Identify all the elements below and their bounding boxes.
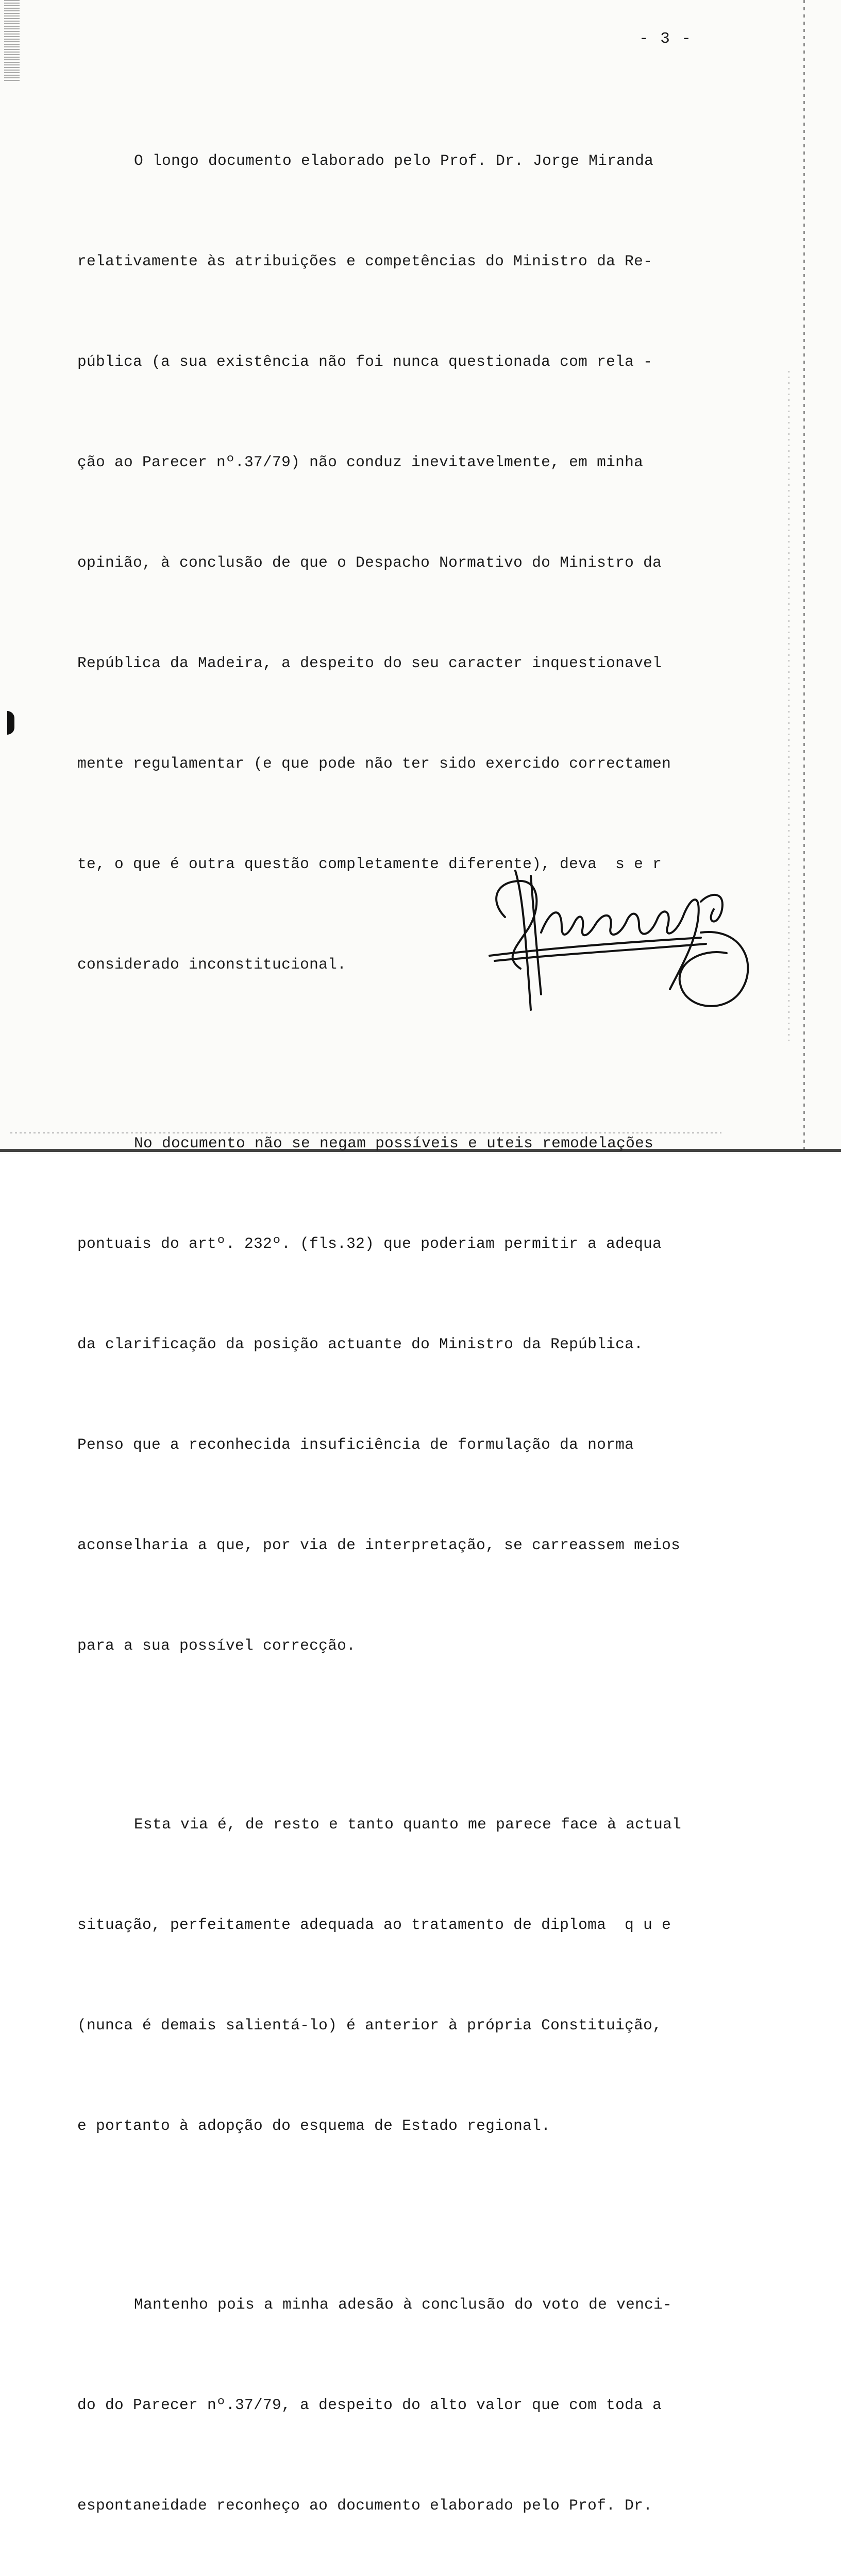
page-number: - 3 - [639,30,693,48]
paragraph-2 [77,1060,727,1730]
text-line: Penso que a reconhecida insuficiência de formulação da norma [77,1436,634,1453]
text-line: da clarificação da posição actuante do Ministro da República. [77,1335,644,1353]
scan-edge-artifact [788,371,789,1041]
handwritten-signature [484,860,763,1025]
text-line: para a sua possível correcção. [77,1637,356,1654]
scan-edge-artifact [803,0,805,1154]
text-line: do do Parecer nº.37/79, a despeito do alto valor que com toda a [77,2396,662,2414]
text-line: e portanto à adopção do esquema de Estado regional. [77,2117,551,2134]
text-line: pontuais do artº. 232º. (fls.32) que poderiam permitir a adequa [77,1235,662,1252]
text-line: aconselharia a que, por via de interpretação, se carreassem meios [77,1536,681,1554]
paragraph-4 [77,2221,727,2576]
text-line: considerado inconstitucional. [77,956,347,973]
text-line: Mantenho pois a minha adesão à conclusão do voto de venci- [134,2296,672,2313]
text-line: República da Madeira, a despeito do seu caracter inquestionavel [77,654,662,672]
text-line: ção ao Parecer nº.37/79) não conduz inevitavelmente, em minha [77,453,644,471]
paragraph-3 [77,1741,727,2210]
text-line: (nunca é demais salientá-lo) é anterior à própria Constituição, [77,2016,662,2034]
punch-hole-mark [7,711,14,735]
scan-edge-artifact [4,0,20,82]
text-line: opinião, à conclusão de que o Despacho Normativo do Ministro da [77,554,662,571]
text-line: mente regulamentar (e que pode não ter sido exercido correctamen [77,755,671,772]
text-line: No documento não se negam possíveis e uteis remodelações [134,1134,654,1152]
text-line: relativamente às atribuições e competências do Ministro da Re- [77,252,653,270]
text-line: pública (a sua existência não foi nunca questionada com rela - [77,353,653,370]
text-line: espontaneidade reconheço ao documento elaborado pelo Prof. Dr. [77,2497,653,2514]
document-body [77,77,727,2576]
text-line: situação, perfeitamente adequada ao tratamento de diploma q u e [77,1916,671,1934]
text-line: O longo documento elaborado pelo Prof. Dr. Jorge Miranda [134,152,654,170]
text-line: te, o que é outra questão completamente diferente), deva s e r [77,855,662,873]
text-line: Esta via é, de resto e tanto quanto me parece face à actual [134,1816,682,1833]
